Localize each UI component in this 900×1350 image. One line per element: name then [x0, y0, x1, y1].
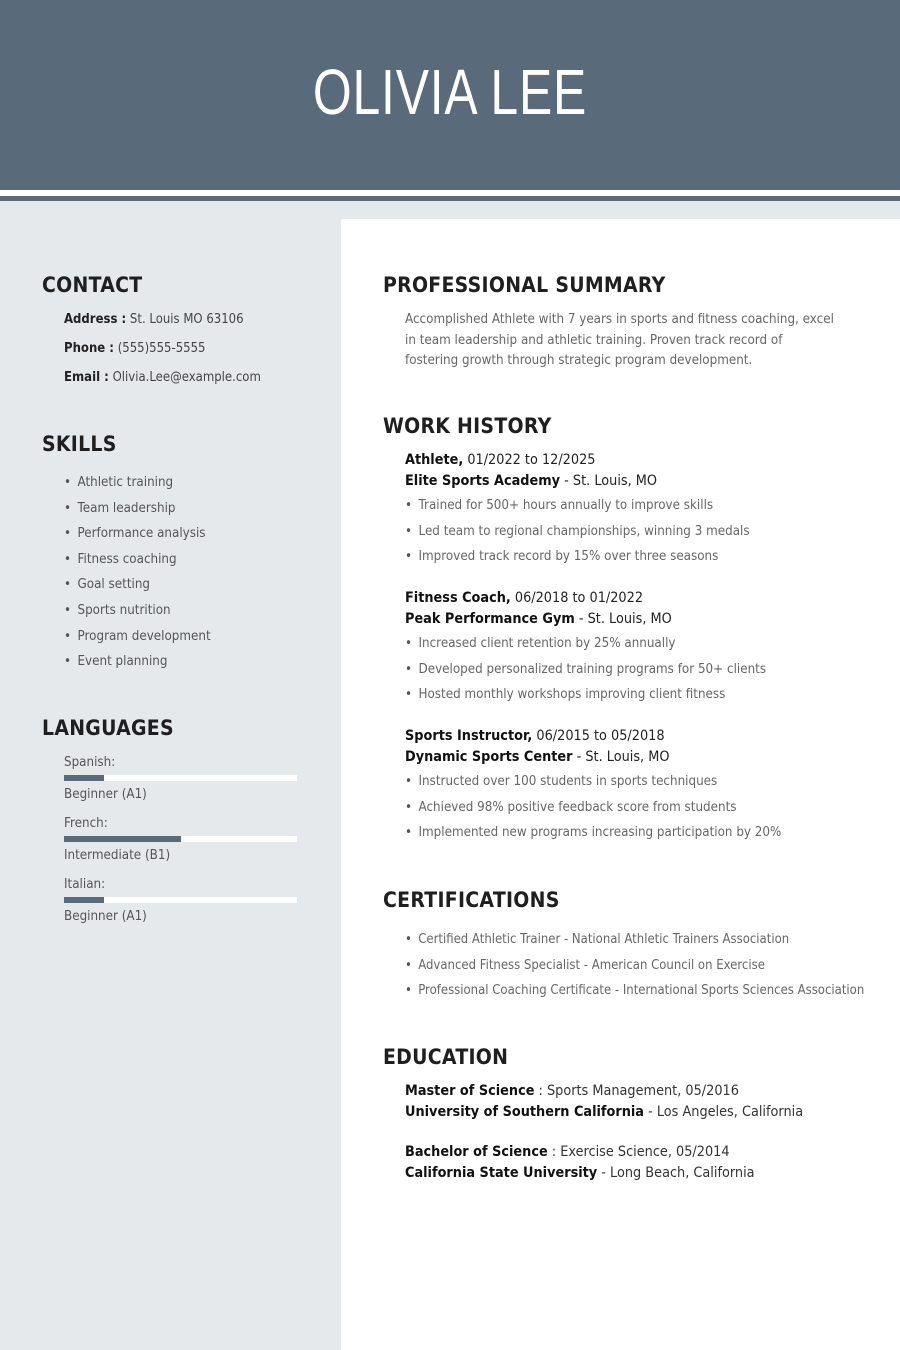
job-company-line [405, 609, 847, 630]
summary-title: PROFESSIONAL SUMMARY [383, 273, 666, 297]
contact-title: CONTACT [42, 273, 143, 297]
job-bullets [405, 496, 885, 573]
job-role: Athlete, [405, 452, 464, 468]
candidate-name: OLIVIA LEE [312, 56, 588, 128]
job-title-line [405, 450, 847, 471]
education-school-line [405, 1102, 803, 1123]
skill-item: • Program development [64, 628, 211, 654]
language-spanish [64, 755, 297, 802]
job-company: Elite Sports Academy [405, 473, 561, 489]
job-bullet: • Achieved 98% positive feedback score from students [405, 798, 847, 824]
certifications-title: CERTIFICATIONS [383, 888, 560, 912]
contact-phone [64, 341, 205, 356]
education-degree: Bachelor of Science [405, 1144, 548, 1160]
language-name: French: [64, 816, 108, 831]
email-value: Olivia.Lee@example.com [112, 370, 261, 385]
job-bullet: • Instructed over 100 students in sports techniques [405, 772, 847, 798]
job-company: Dynamic Sports Center [405, 749, 573, 765]
job-entry [405, 588, 885, 711]
job-bullets [405, 634, 885, 711]
education-location: - Long Beach, California [601, 1165, 755, 1181]
skill-item: • Sports nutrition [64, 602, 211, 628]
main-top-band [341, 201, 900, 219]
skill-item: • Athletic training [64, 474, 211, 500]
skill-item: • Team leadership [64, 500, 211, 526]
certification-item: • Professional Coaching Certificate - International Sports Sciences Association [405, 981, 864, 1007]
job-dates: 06/2015 to 05/2018 [536, 728, 665, 744]
work-history-title: WORK HISTORY [383, 414, 552, 438]
skills-title: SKILLS [42, 432, 117, 456]
language-level: Intermediate (B1) [64, 848, 171, 863]
address-value: St. Louis MO 63106 [129, 312, 244, 327]
certification-item: • Certified Athletic Trainer - National Athletic Trainers Association [405, 930, 864, 956]
job-bullet: • Hosted monthly workshops improving client fitness [405, 685, 847, 711]
language-name: Italian: [64, 877, 106, 892]
language-french [64, 816, 297, 863]
language-bar [64, 897, 297, 903]
job-role: Sports Instructor, [405, 728, 533, 744]
language-bar-fill [64, 836, 181, 842]
job-dates: 06/2018 to 01/2022 [514, 590, 644, 606]
address-label: Address : [64, 312, 127, 327]
certifications-list [405, 930, 900, 1007]
skill-item: • Performance analysis [64, 525, 211, 551]
email-label: Email : [64, 370, 109, 385]
language-bar [64, 775, 297, 781]
job-entry [405, 726, 885, 849]
language-bar-fill [64, 897, 104, 903]
contact-email [64, 370, 261, 385]
education-school: California State University [405, 1165, 598, 1181]
language-bar-fill [64, 775, 104, 781]
skills-list [64, 474, 223, 679]
job-entry [405, 450, 885, 573]
job-bullets [405, 772, 885, 849]
job-bullet: • Increased client retention by 25% annually [405, 634, 847, 660]
job-bullet: • Developed personalized training programs for 50+ clients [405, 660, 847, 686]
education-field: : Exercise Science, 05/2014 [551, 1144, 730, 1160]
job-company-line [405, 747, 847, 768]
language-italian [64, 877, 297, 924]
job-dates: 01/2022 to 12/2025 [467, 452, 596, 468]
education-field: : Sports Management, 05/2016 [538, 1083, 739, 1099]
education-title: EDUCATION [383, 1045, 509, 1069]
language-bar [64, 836, 297, 842]
job-role: Fitness Coach, [405, 590, 511, 606]
contact-address [64, 312, 244, 327]
header-banner [0, 0, 900, 190]
job-bullet: • Improved track record by 15% over three seasons [405, 547, 847, 573]
skill-item: • Event planning [64, 653, 211, 679]
job-bullet: • Implemented new programs increasing participation by 20% [405, 823, 847, 849]
education-degree-line [405, 1081, 803, 1102]
language-name: Spanish: [64, 755, 116, 770]
job-company: Peak Performance Gym [405, 611, 575, 627]
job-company-line [405, 471, 847, 492]
job-location: - St. Louis, MO [564, 473, 658, 489]
education-location: - Los Angeles, California [648, 1104, 804, 1120]
education-school: University of Southern California [405, 1104, 644, 1120]
education-degree: Master of Science [405, 1083, 535, 1099]
skill-item: • Goal setting [64, 576, 211, 602]
job-bullet: • Trained for 500+ hours annually to improve skills [405, 496, 847, 522]
summary-text: Accomplished Athlete with 7 years in sports and fitness coaching, excel in team leadership and athletic training. Proven track record of fostering growth through strategic program development. [405, 312, 834, 368]
languages-title: LANGUAGES [42, 716, 174, 740]
education-entry [405, 1081, 838, 1123]
language-level: Beginner (A1) [64, 787, 147, 802]
job-bullet: • Led team to regional championships, winning 3 medals [405, 522, 847, 548]
job-title-line [405, 588, 847, 609]
education-entry [405, 1142, 785, 1184]
job-location: - St. Louis, MO [578, 611, 672, 627]
job-title-line [405, 726, 847, 747]
education-degree-line [405, 1142, 755, 1163]
skill-item: • Fitness coaching [64, 551, 211, 577]
certification-item: • Advanced Fitness Specialist - American Council on Exercise [405, 956, 864, 982]
phone-value: (555)555-5555 [117, 341, 206, 356]
education-school-line [405, 1163, 755, 1184]
phone-label: Phone : [64, 341, 114, 356]
job-location: - St. Louis, MO [576, 749, 670, 765]
language-level: Beginner (A1) [64, 909, 147, 924]
